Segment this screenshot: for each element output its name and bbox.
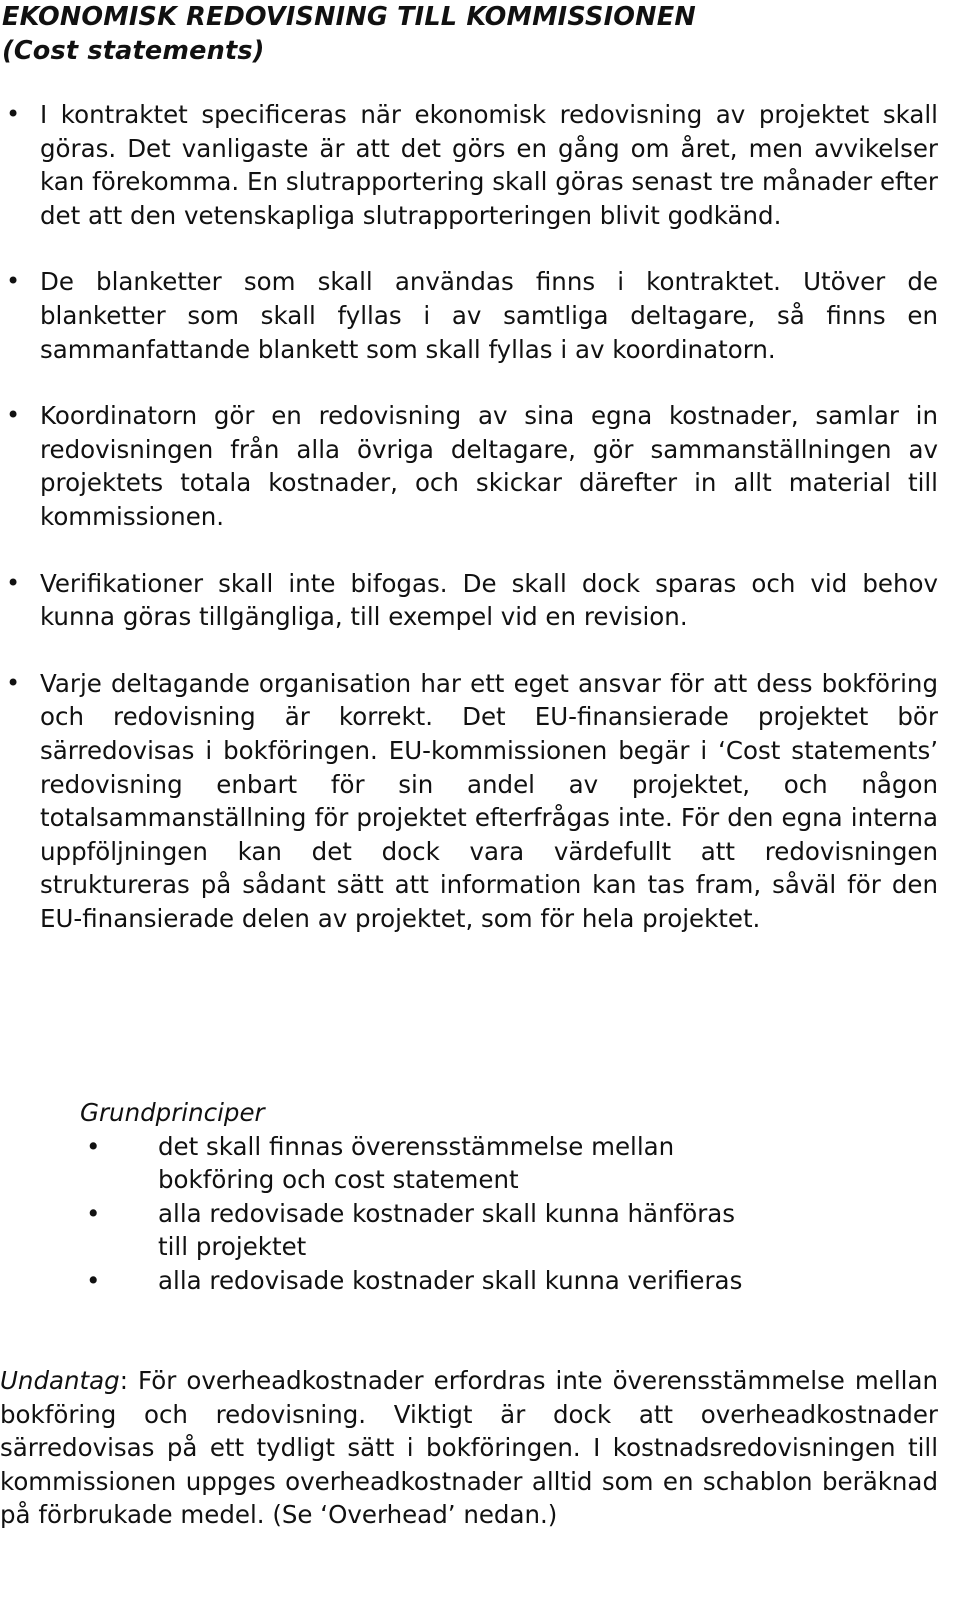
principle-text: alla redovisade kostnader skall kunna hänföras till projektet — [158, 1198, 736, 1262]
bullet-icon: • — [6, 668, 21, 697]
exception-paragraph — [0, 1364, 938, 1532]
principle-item — [80, 1130, 768, 1197]
bullet-item — [0, 98, 938, 232]
bullet-item — [0, 399, 938, 533]
principles-list — [80, 1130, 880, 1298]
bullet-icon: • — [86, 1198, 101, 1228]
bullet-list — [0, 98, 960, 968]
principles-block — [80, 1096, 880, 1298]
bullet-icon: • — [6, 401, 21, 430]
principle-item — [80, 1264, 768, 1298]
principle-item — [80, 1197, 768, 1264]
bullet-text: Varje deltagande organisation har ett eget ansvar för att dess bokföring och redovisning är korrekt. Det EU-finansierade projektet bör särredovisas i bokföringen. EU-kommissionen begär i ‘Cost statements’ redovisning enbart för sin andel av projektet, och någon totalsammanställning för projektet efterfrågas inte. För den egna interna uppföljningen kan det dock vara värdefullt att redovisningen struktureras på sådant sätt att information kan tas fram, såväl för den EU-finansierade delen av projektet, som för hela projektet. — [40, 668, 938, 933]
bullet-text: Koordinatorn gör en redovisning av sina egna kostnader, samlar in redovisningen från alla övriga deltagare, gör sammanställningen av projektets totala kostnader, och skickar därefter in allt material till kommissionen. — [40, 401, 938, 531]
bullet-icon: • — [6, 100, 21, 128]
bullet-icon: • — [6, 568, 21, 597]
heading-subtitle: (Cost statements) — [2, 36, 265, 66]
bullet-icon: • — [86, 1265, 101, 1295]
bullet-text: De blanketter som skall användas finns i kontraktet. Utöver de blanketter som skall fyllas i av samtliga deltagare, så finns en sammanfattande blankett som skall fyllas i av koordinatorn. — [40, 267, 938, 364]
bullet-icon: • — [86, 1131, 101, 1161]
section-heading — [2, 0, 696, 68]
principle-text: alla redovisade kostnader skall kunna verifieras — [158, 1265, 743, 1295]
bullet-item — [0, 667, 938, 936]
exception-text: : För overheadkostnader erfordras inte överensstämmelse mellan bokföring och redovisning. Viktigt är dock att overheadkostnader särredovisas på ett tydligt sätt i bokföringen. I kostnadsredovisningen till kommissionen uppges overheadkostnader alltid som en schablon beräknad på förbrukade medel. (Se ‘Overhead’ nedan.) — [0, 1366, 938, 1530]
bullet-text: Verifikationer skall inte bifogas. De skall dock sparas och vid behov kunna göras tillgängliga, till exempel vid en revision. — [40, 568, 938, 632]
principle-text: det skall finnas överensstämmelse mellan bokföring och cost statement — [158, 1131, 675, 1195]
bullet-text: I kontraktet specificeras när ekonomisk redovisning av projektet skall göras. Det vanligaste är att det görs en gång om året, men avvikelser kan förekomma. En slutrapportering skall göras senast tre månader efter det att den vetenskapliga slutrapporteringen blivit godkänd. — [40, 100, 938, 230]
principles-title: Grundprinciper — [80, 1098, 265, 1127]
bullet-icon: • — [6, 267, 21, 296]
exception-label: Undantag — [0, 1366, 120, 1395]
bullet-item — [0, 567, 938, 634]
bullet-item — [0, 265, 938, 366]
heading-title: EKONOMISK REDOVISNING TILL KOMMISSIONEN — [2, 2, 696, 32]
